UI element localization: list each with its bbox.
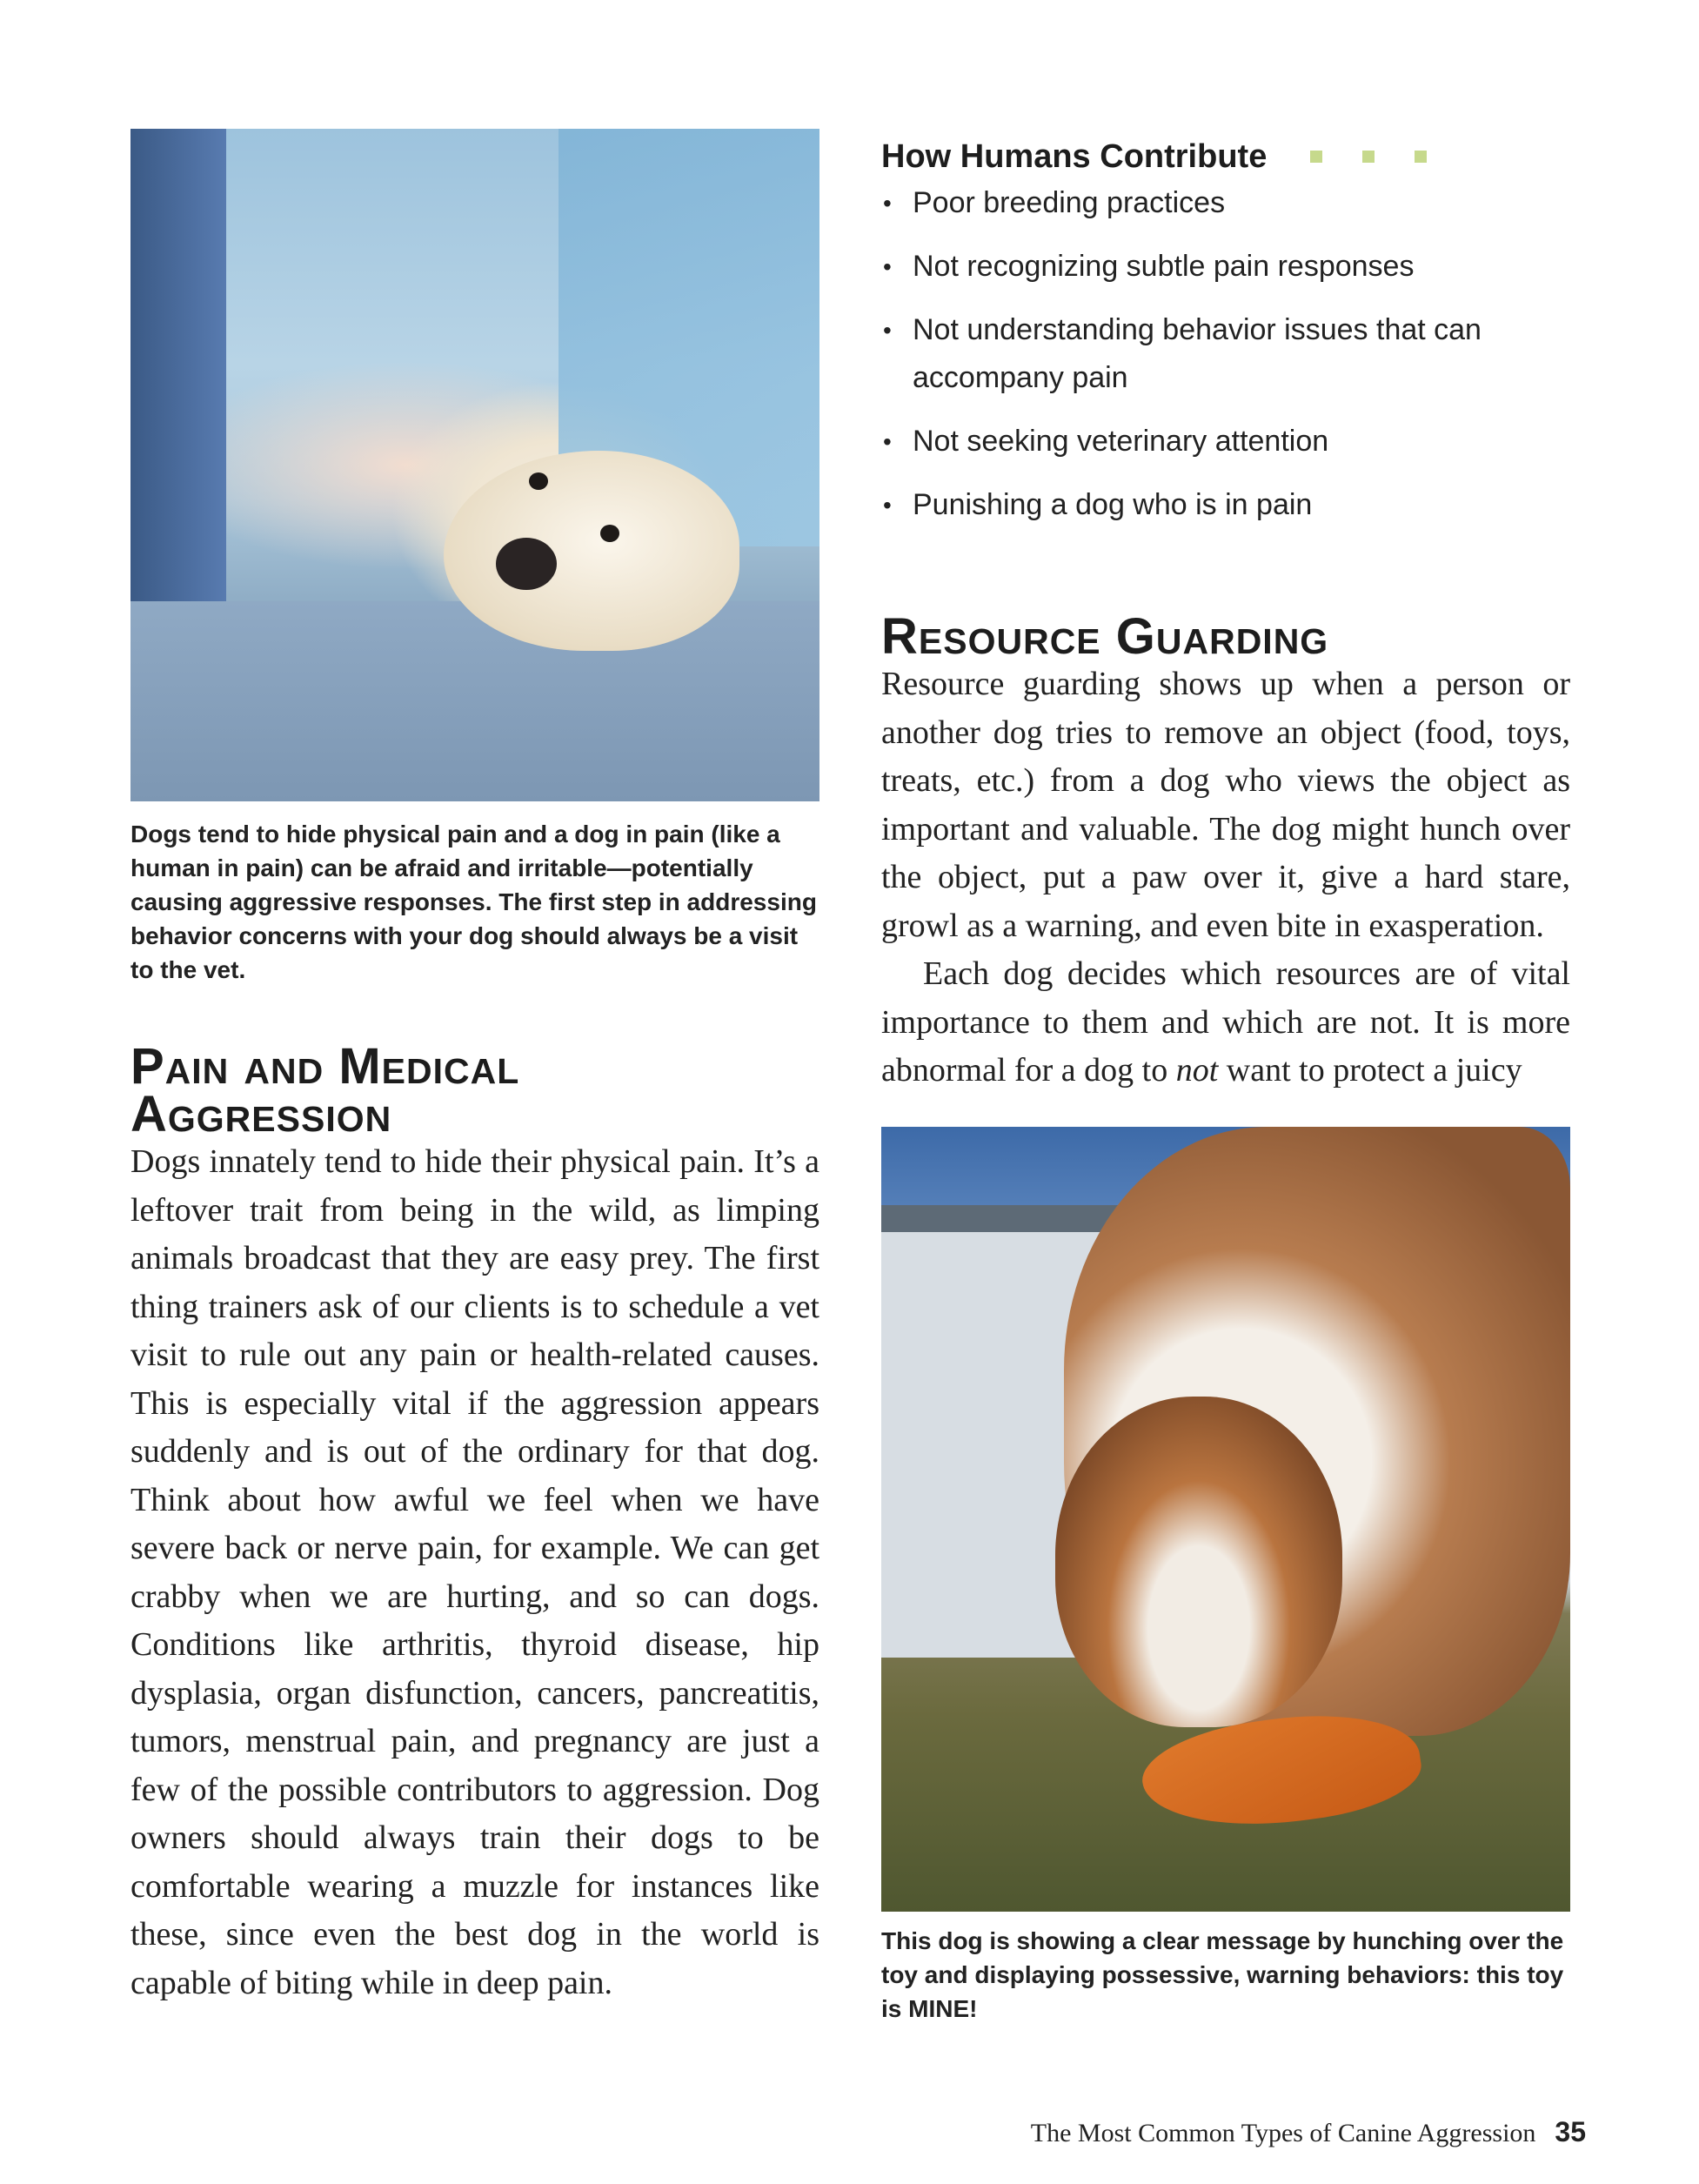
resource-guarding-paragraph-2 [881,950,1570,1095]
vet-photo-caption: Dogs tend to hide physical pain and a dog in pain (like a human in pain) can be afraid and irritable—potentially causing aggressive responses. The first step in addressing behavior concerns with your dog should always be a visit to the vet. [130,821,817,983]
pain-medical-aggression-heading [130,1038,819,1142]
guarding-photo-figure [881,1127,1570,2026]
heading-line-2: Aggression [130,1086,392,1142]
accent-square-icon [1310,151,1322,163]
guarding-photo-caption: This dog is showing a clear message by hunching over the toy and displaying possessive, warning behaviors: this toy is MINE! [881,1926,1564,2022]
accent-square-icon [1415,151,1427,163]
left-column [130,129,819,2007]
paragraph-2-end: want to protect a juicy [1218,1052,1522,1089]
guarding-dog-photo [881,1127,1570,1912]
page-footer [1031,2116,1586,2148]
how-humans-contribute-heading [881,138,1570,175]
running-title: The Most Common Types of Canine Aggression [1030,2119,1536,2147]
resource-guarding-paragraph-1: Resource guarding shows up when a person or another dog tries to remove an object (food, toys, treats, etc.) from a dog who views the object as important and valuable. The dog might hunch over the object, put a paw over it, give a hard stare, growl as a warning, and even bite in exasperation. [881,666,1570,944]
list-item: • Poor breeding practices [881,179,1570,227]
pain-aggression-body: Dogs innately tend to hide their physical pain. It’s a leftover trait from being in the wild, as limping animals broadcast that they are easy prey. The first thing trainers ask of our clients is to schedule a vet visit to rule out any pain or health-related causes. This is especially vital if the aggression appears suddenly and is out of the ordinary for that dog. Think about how awful we feel when we have severe back or nerve pain, for example. We can get crabby when we are hurting, and so can dogs. Conditions like arthritis, thyroid disease, hip dysplasia, organ disfunction, cancers, pancreatitis, tumors, menstrual pain, and pregnancy are just a few of the possible contributors to aggression. Dog owners should always train their dogs to be comfortable wearing a muzzle for instances like these, since even the best dog in the world is capable of biting while in deep pain. [130,1143,819,2001]
paragraph-2-start: Each dog decides which resources are of vital importance to them and which are not. It is more abnormal for a dog to [881,955,1570,1089]
vet-exam-photo [130,129,819,801]
right-column [881,129,1570,2026]
sidebar-heading-text: How Humans Contribute [881,138,1268,175]
contribution-list [881,179,1570,529]
list-item: • Not recognizing subtle pain responses [881,243,1570,291]
list-item: • Not understanding behavior issues that can accompany pain [881,306,1570,402]
accent-square-icon [1362,151,1375,163]
list-item: • Punishing a dog who is in pain [881,481,1570,529]
list-item: • Not seeking veterinary attention [881,418,1570,466]
paragraph-2-emphasis: not [1175,1052,1219,1089]
heading-line-1: Pain and Medical [130,1038,520,1095]
resource-guarding-heading: Resource Guarding [881,608,1329,665]
page-number: 35 [1555,2116,1586,2147]
